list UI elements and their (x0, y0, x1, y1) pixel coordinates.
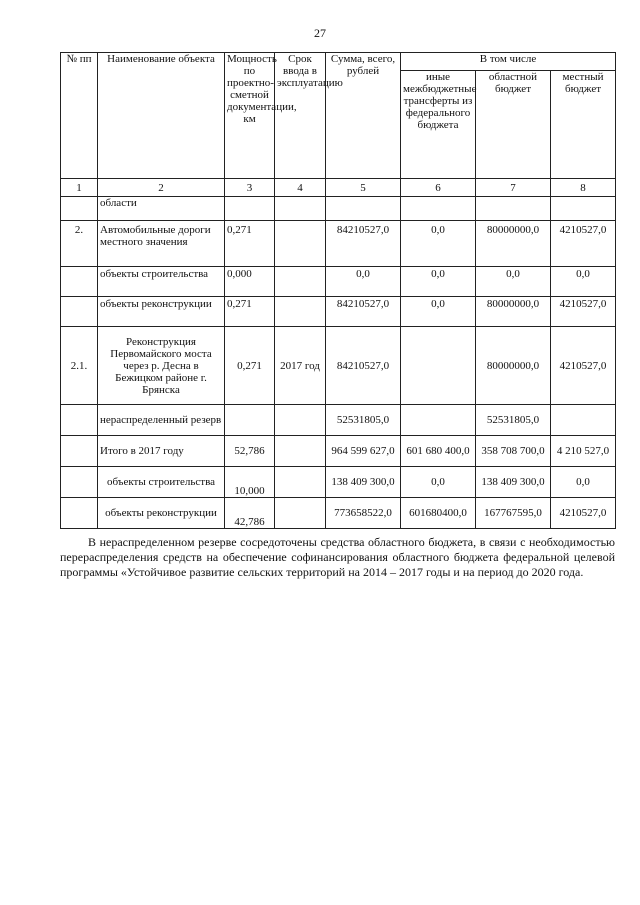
cell-sum (326, 197, 401, 221)
table-row (61, 498, 616, 529)
cell-sum: 138 409 300,0 (326, 467, 401, 498)
header-local: местный бюджет (551, 71, 616, 179)
header-num: № пп (61, 53, 98, 179)
cell-num (61, 467, 98, 498)
cell-sum: 52531805,0 (326, 405, 401, 436)
cell-regional: 0,0 (476, 267, 551, 297)
cell-regional: 138 409 300,0 (476, 467, 551, 498)
col-number: 1 (61, 179, 98, 197)
header-regional: областной бюджет (476, 71, 551, 179)
page-number: 27 (314, 26, 326, 40)
cell-term (275, 267, 326, 297)
cell-regional: 80000000,0 (476, 297, 551, 327)
cell-num: 2.1. (61, 327, 98, 405)
cell-name: объекты реконструкции (98, 498, 225, 529)
cell-sum: 84210527,0 (326, 327, 401, 405)
col-number: 5 (326, 179, 401, 197)
col-number: 3 (225, 179, 275, 197)
cell-term (275, 467, 326, 498)
cell-name: объекты строительства (98, 467, 225, 498)
header-federal: иные межбюджетные трансферты из федерального бюджета (401, 71, 476, 179)
col-number: 4 (275, 179, 326, 197)
cell-capacity: 42,786 (225, 498, 275, 529)
cell-term (275, 405, 326, 436)
cell-name: области (98, 197, 225, 221)
cell-name: нераспределенный резерв (98, 405, 225, 436)
cell-federal (401, 327, 476, 405)
cell-num (61, 297, 98, 327)
cell-sum: 964 599 627,0 (326, 436, 401, 467)
col-number: 2 (98, 179, 225, 197)
cell-local: 0,0 (551, 467, 616, 498)
table-row (61, 297, 616, 327)
cell-federal: 0,0 (401, 297, 476, 327)
cell-sum: 84210527,0 (326, 297, 401, 327)
cell-name: объекты реконструкции (98, 297, 225, 327)
header-row (61, 53, 616, 71)
table-row (61, 405, 616, 436)
reserve-note: В нераспределенном резерве сосредоточены средства областного бюджета, в связи с необходимостью перераспределения средств на обеспечение софинансирования областного бюджета федеральной целевой программы «Устойчивое развитие сельских территорий на 2014 – 2017 годы и на период до 2020 года. (60, 535, 615, 579)
cell-term (275, 436, 326, 467)
cell-capacity: 0,000 (225, 267, 275, 297)
cell-regional (476, 197, 551, 221)
cell-num (61, 267, 98, 297)
cell-capacity: 52,786 (225, 436, 275, 467)
cell-local: 0,0 (551, 267, 616, 297)
cell-local: 4210527,0 (551, 297, 616, 327)
column-number-row (61, 179, 616, 197)
cell-term: 2017 год (275, 327, 326, 405)
cell-local: 4210527,0 (551, 327, 616, 405)
table-row (61, 221, 616, 267)
cell-term (275, 498, 326, 529)
cell-num (61, 405, 98, 436)
cell-capacity: 0,271 (225, 297, 275, 327)
col-number: 8 (551, 179, 616, 197)
cell-local: 4 210 527,0 (551, 436, 616, 467)
cell-term (275, 297, 326, 327)
table-row (61, 327, 616, 405)
header-term: Срок ввода в эксплуатацию (275, 53, 326, 179)
cell-regional: 80000000,0 (476, 221, 551, 267)
header-name: Наименование объекта (98, 53, 225, 179)
table-row (61, 197, 616, 221)
header-capacity: Мощность по проектно-сметной документации, км (225, 53, 275, 179)
cell-federal (401, 405, 476, 436)
cell-name: Реконструкция Первомайского моста через р. Десна в Бежицком районе г. Брянска (98, 327, 225, 405)
cell-term (275, 197, 326, 221)
cell-federal: 0,0 (401, 467, 476, 498)
cell-regional: 167767595,0 (476, 498, 551, 529)
cell-sum: 0,0 (326, 267, 401, 297)
cell-capacity (225, 197, 275, 221)
cell-regional: 358 708 700,0 (476, 436, 551, 467)
cell-num (61, 498, 98, 529)
cell-local (551, 405, 616, 436)
col-number: 6 (401, 179, 476, 197)
cell-capacity: 0,271 (225, 327, 275, 405)
cell-federal: 0,0 (401, 221, 476, 267)
cell-name: Автомобильные дороги местного значения (98, 221, 225, 267)
table-row (61, 267, 616, 297)
cell-name: Итого в 2017 году (98, 436, 225, 467)
cell-federal (401, 197, 476, 221)
table-row (61, 436, 616, 467)
budget-table (60, 52, 616, 529)
header-sum: Сумма, всего, рублей (326, 53, 401, 179)
cell-capacity (225, 405, 275, 436)
header-including: В том числе (401, 53, 616, 71)
cell-num: 2. (61, 221, 98, 267)
cell-federal: 601 680 400,0 (401, 436, 476, 467)
col-number: 7 (476, 179, 551, 197)
cell-num (61, 197, 98, 221)
cell-local: 4210527,0 (551, 498, 616, 529)
cell-num (61, 436, 98, 467)
cell-capacity: 10,000 (225, 467, 275, 498)
cell-regional: 52531805,0 (476, 405, 551, 436)
table-row (61, 467, 616, 498)
cell-term (275, 221, 326, 267)
cell-sum: 773658522,0 (326, 498, 401, 529)
cell-regional: 80000000,0 (476, 327, 551, 405)
cell-local (551, 197, 616, 221)
cell-local: 4210527,0 (551, 221, 616, 267)
cell-federal: 0,0 (401, 267, 476, 297)
cell-federal: 601680400,0 (401, 498, 476, 529)
cell-sum: 84210527,0 (326, 221, 401, 267)
cell-capacity: 0,271 (225, 221, 275, 267)
cell-name: объекты строительства (98, 267, 225, 297)
